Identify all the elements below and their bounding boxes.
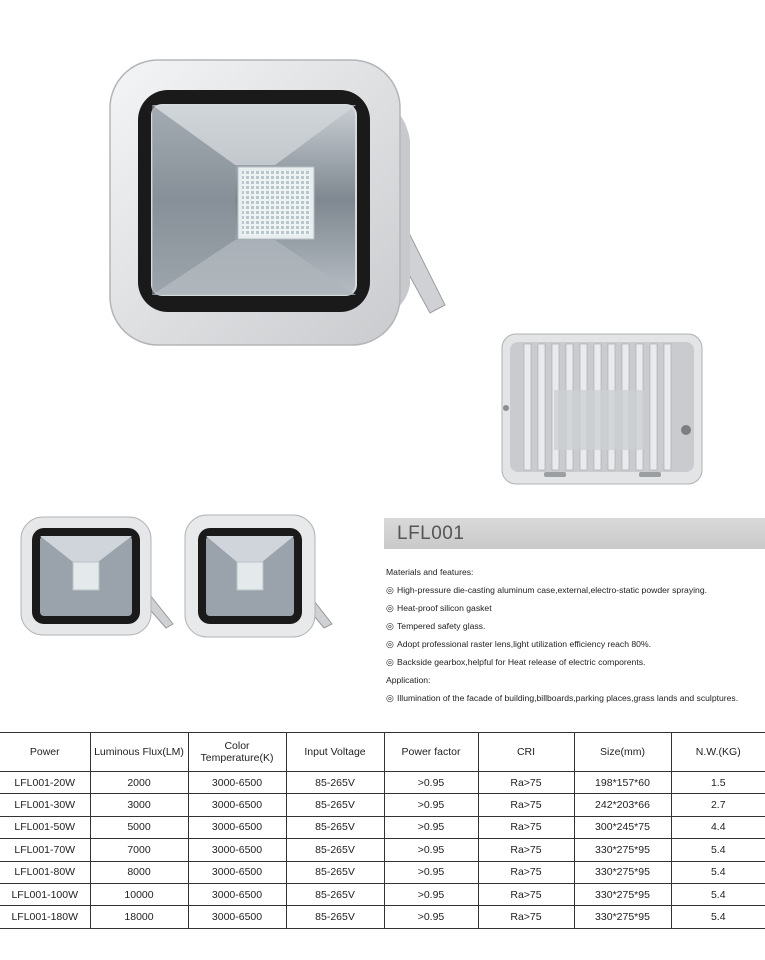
bullet-icon: ◎ (386, 639, 394, 649)
table-row (0, 772, 765, 794)
table-cell: 242*203*66 (574, 794, 671, 816)
table-cell: Ra>75 (478, 772, 574, 794)
table-cell: 198*157*60 (574, 772, 671, 794)
table-cell: 3000-6500 (188, 861, 286, 883)
table-cell: 85-265V (286, 861, 384, 883)
floodlight-back-image (494, 330, 704, 490)
column-header: Input Voltage (286, 733, 384, 772)
table-cell: >0.95 (384, 794, 478, 816)
table-row (0, 883, 765, 905)
feature-item: ◎ Backside gearbox,helpful for Heat release of electric comporents. (386, 653, 761, 671)
table-cell: 5.4 (671, 883, 765, 905)
table-cell: 1.5 (671, 772, 765, 794)
features-heading: Materials and features: (386, 567, 474, 577)
table-cell: 4.4 (671, 816, 765, 838)
table-row (0, 906, 765, 928)
table-cell: 85-265V (286, 794, 384, 816)
floodlight-small-image (18, 512, 178, 640)
table-cell: 300*245*75 (574, 816, 671, 838)
feature-item: ◎ Tempered safety glass. (386, 617, 761, 635)
table-cell: 5.4 (671, 906, 765, 928)
table-cell: LFL001-70W (0, 839, 90, 861)
table-cell: 3000 (90, 794, 188, 816)
bullet-icon: ◎ (386, 693, 394, 703)
table-cell: 330*275*95 (574, 861, 671, 883)
table-cell: 330*275*95 (574, 906, 671, 928)
application-item: ◎ Illumination of the facade of building,billboards,parking places,grass lands and sculptures. (386, 689, 761, 707)
feature-item: ◎ Heat-proof silicon gasket (386, 599, 761, 617)
table-cell: 8000 (90, 861, 188, 883)
table-cell: 330*275*95 (574, 839, 671, 861)
table-cell: Ra>75 (478, 883, 574, 905)
table-cell: 85-265V (286, 906, 384, 928)
table-cell: Ra>75 (478, 816, 574, 838)
table-cell: 18000 (90, 906, 188, 928)
table-row (0, 816, 765, 838)
bullet-icon: ◎ (386, 621, 394, 631)
feature-item: ◎ High-pressure die-casting aluminum case,external,electro-static powder spraying. (386, 581, 761, 599)
table-cell: >0.95 (384, 861, 478, 883)
table-cell: LFL001-20W (0, 772, 90, 794)
column-header: CRI (478, 733, 574, 772)
table-cell: >0.95 (384, 816, 478, 838)
features-section (386, 563, 761, 707)
table-cell: 10000 (90, 883, 188, 905)
column-header: N.W.(KG) (671, 733, 765, 772)
table-cell: >0.95 (384, 772, 478, 794)
table-cell: 85-265V (286, 816, 384, 838)
table-cell: Ra>75 (478, 861, 574, 883)
floodlight-small-image (182, 512, 342, 640)
table-cell: 3000-6500 (188, 816, 286, 838)
table-cell: >0.95 (384, 839, 478, 861)
bullet-icon: ◎ (386, 585, 394, 595)
bullet-icon: ◎ (386, 657, 394, 667)
table-cell: LFL001-180W (0, 906, 90, 928)
table-cell: >0.95 (384, 883, 478, 905)
spec-table (0, 732, 765, 929)
table-cell: LFL001-30W (0, 794, 90, 816)
table-cell: 3000-6500 (188, 794, 286, 816)
table-row (0, 861, 765, 883)
feature-item: ◎ Adopt professional raster lens,light utilization efficiency reach 80%. (386, 635, 761, 653)
model-title: LFL001 (397, 523, 465, 544)
table-cell: 3000-6500 (188, 883, 286, 905)
table-cell: >0.95 (384, 906, 478, 928)
floodlight-front-image (100, 55, 460, 355)
table-cell: 85-265V (286, 839, 384, 861)
table-cell: Ra>75 (478, 794, 574, 816)
table-cell: Ra>75 (478, 839, 574, 861)
application-heading: Application: (386, 675, 431, 685)
table-cell: LFL001-50W (0, 816, 90, 838)
table-cell: 2000 (90, 772, 188, 794)
column-header: Size(mm) (574, 733, 671, 772)
table-cell: 2.7 (671, 794, 765, 816)
table-cell: LFL001-80W (0, 861, 90, 883)
column-header: Power (0, 733, 90, 772)
table-cell: Ra>75 (478, 906, 574, 928)
bullet-icon: ◎ (386, 603, 394, 613)
table-header-row (0, 733, 765, 772)
table-cell: 3000-6500 (188, 772, 286, 794)
column-header: Power factor (384, 733, 478, 772)
table-cell: 85-265V (286, 772, 384, 794)
table-cell: 85-265V (286, 883, 384, 905)
table-cell: 5000 (90, 816, 188, 838)
table-cell: 5.4 (671, 861, 765, 883)
table-cell: 3000-6500 (188, 906, 286, 928)
table-cell: 330*275*95 (574, 883, 671, 905)
table-cell: 5.4 (671, 839, 765, 861)
column-header: Color Temperature(K) (188, 733, 286, 772)
table-cell: 3000-6500 (188, 839, 286, 861)
table-cell: LFL001-100W (0, 883, 90, 905)
table-row (0, 839, 765, 861)
table-cell: 7000 (90, 839, 188, 861)
column-header: Luminous Flux(LM) (90, 733, 188, 772)
table-row (0, 794, 765, 816)
